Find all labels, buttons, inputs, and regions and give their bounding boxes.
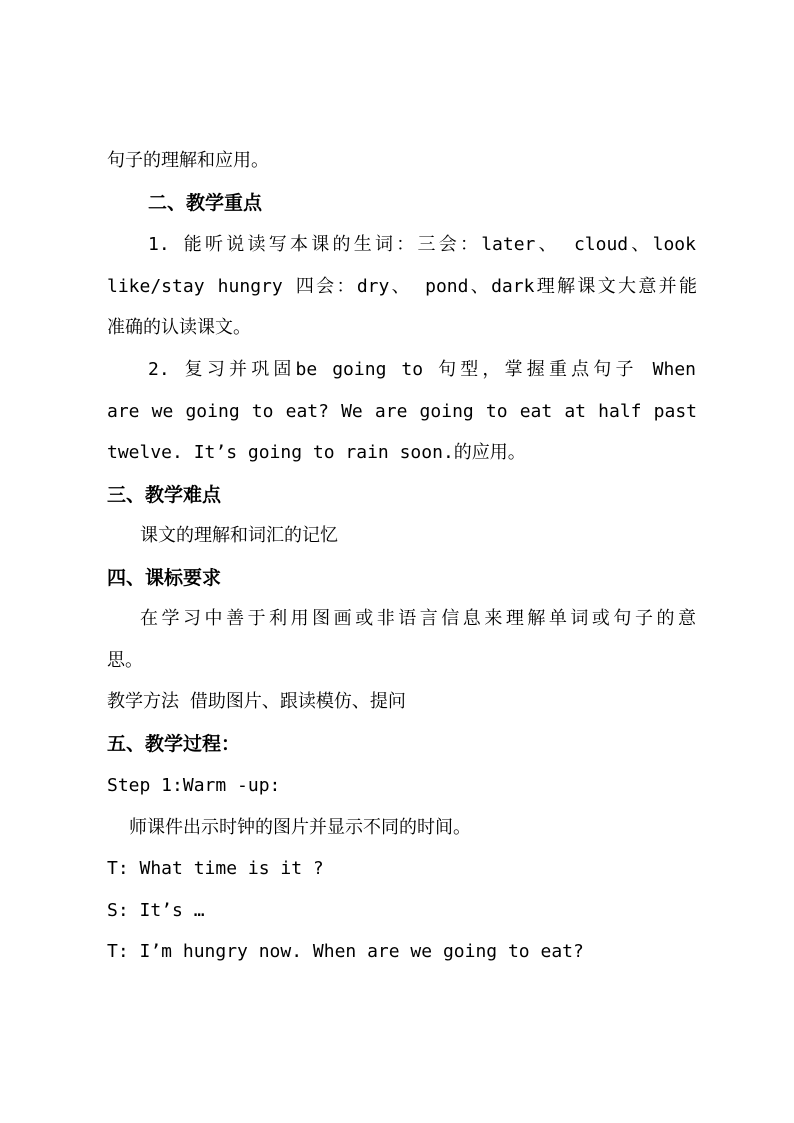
text-line: Step 1:Warm -up: <box>107 775 281 796</box>
text-line: like/stay hungry 四会：dry、 pond、dark理解课文大意并能 <box>107 276 697 297</box>
text-line: 课文的理解和词汇的记忆 <box>140 525 338 546</box>
text-line: twelve. It’s going to rain soon.的应用。 <box>107 442 526 463</box>
text-line: are we going to eat? We are going to eat at half past <box>107 401 697 422</box>
text-line: 在学习中善于利用图画或非语言信息来理解单词或句子的意 <box>140 608 696 629</box>
section-heading-difficulties: 三、教学难点 <box>107 484 222 506</box>
section-heading-curriculum: 四、课标要求 <box>107 567 222 589</box>
text-line: 教学方法 借助图片、跟读模仿、提问 <box>107 691 406 712</box>
text-line: T: I’m hungry now. When are we going to eat? <box>107 941 584 962</box>
text-line: T: What time is it ? <box>107 858 324 879</box>
text-line: 2. 复习并巩固be going to 句型，掌握重点句子 When <box>148 359 696 380</box>
text-line: S: It’s … <box>107 900 205 921</box>
section-heading-process: 五、教学过程： <box>107 733 241 755</box>
text-line: 句子的理解和应用。 <box>107 150 269 171</box>
text-line: 准确的认读课文。 <box>107 317 251 338</box>
section-heading-key-points: 二、教学重点 <box>148 192 263 214</box>
text-line: 思。 <box>107 650 143 671</box>
text-line: 1. 能听说读写本课的生词：三会：later、 cloud、look <box>148 234 696 255</box>
text-line: 师课件出示时钟的图片并显示不同的时间。 <box>129 817 471 838</box>
